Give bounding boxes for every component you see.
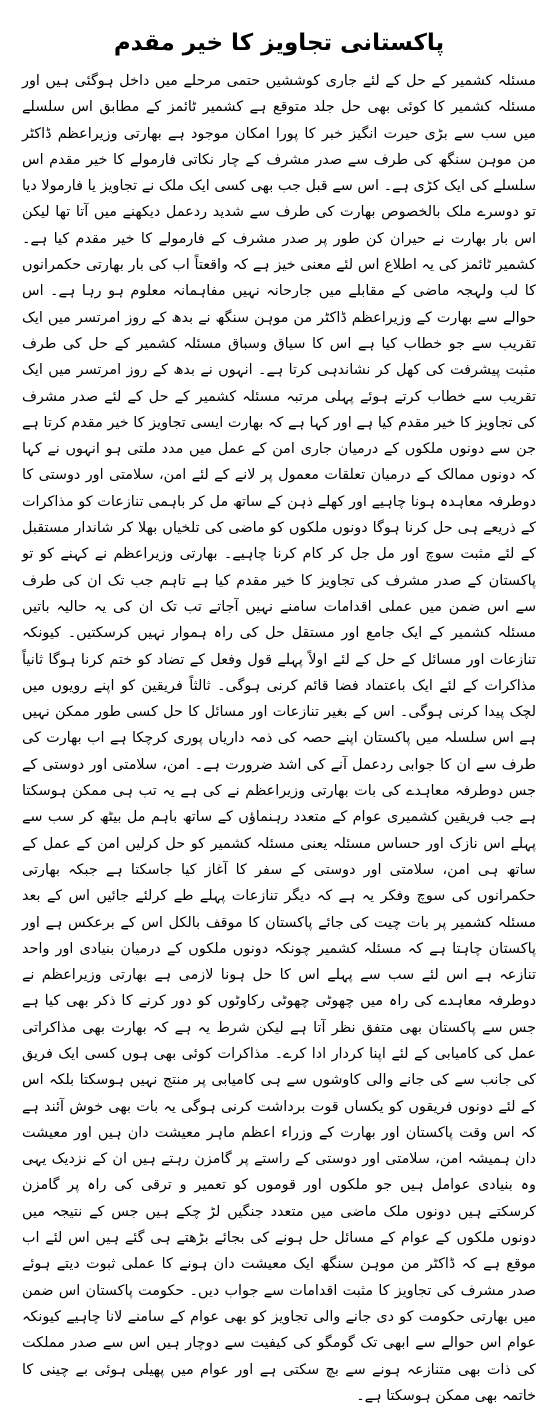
editorial-body: مسئلہ کشمیر کے حل کے لئے جاری کوششیں حتمی مرحلے میں داخل ہوگئی ہیں اور مسئلہ کشمیر کا کوئی بھی حل جلد متوقع ہے کشمیر ٹائمز کے مطابق اس سلسلے میں سب سے بڑی حیرت انگیز خبر کا پورا امکان موجود ہے بھارتی وزیراعظم ڈاکٹر من موہن سنگھ کی طرف سے صدر مشرف کے چار نکاتی فارمولے کا خیر مقدم اس سلسلے کی ایک کڑی ہے۔ اس سے قبل جب بھی کسی ایک ملک نے تجاویز یا فارمولا دیا تو دوسرے ملک بالخصوص بھارت کی طرف سے شدید ردعمل دیکھنے میں آتا تھا لیکن اس بار بھارت نے حیران کن طور پر صدر مشرف کے فارمولے کا خیر مقدم کیا ہے۔ کشمیر ٹائمز کی یہ اطلاع اس لئے معنی خیز ہے کہ واقعتاً اب کی بار بھارتی حکمرانوں کا لب ولہجہ ماضی کے مقابلے میں جارحانہ نہیں مفاہمانہ معلوم ہو رہا ہے۔ اس حوالے سے بھارت کے وزیراعظم ڈاکٹر من موہن سنگھ نے بدھ کے روز امرتسر میں ایک تقریب سے جو خطاب کیا ہے اس کا سیاق وسباق مسئلہ کشمیر کے حل کی طرف مثبت پیشرفت کی کھل کر نشاندہی کرتا ہے۔ انہوں نے بدھ کے روز امرتسر میں ایک تقریب سے خطاب کرتے ہوئے پہلی مرتبہ مسئلہ کشمیر کے حل کے لئے صدر مشرف کی تجاویز کا خیر مقدم کیا ہے اور کہا ہے کہ بھارت ایسی تجاویز کا خیر مقدم کرتا ہے جن سے دونوں ملکوں کے درمیان جاری امن کے عمل میں مدد ملتی ہو انہوں نے کہا کہ دونوں ممالک کے درمیان تعلقات معمول پر لانے کے لئے امن، سلامتی اور دوستی کا دوطرفہ معاہدہ ہونا چاہیے اور کھلے ذہن کے ساتھ مل کر باہمی تنازعات کو مذاکرات کے ذریعے ہی حل کرنا ہوگا دونوں ملکوں کو ماضی کی تلخیاں بھلا کر شاندار مستقبل کے لئے مثبت سوچ اور مل جل کر کام کرنا چاہیے۔ بھارتی وزیراعظم نے کہنے کو تو پاکستان کے صدر مشرف کی تجاویز کا خیر مقدم کیا ہے تاہم جب تک ان کی طرف سے اس ضمن میں عملی اقدامات سامنے نہیں آجاتے تب تک ان کی یہ حالیہ باتیں مسئلہ کشمیر کے ایک جامع اور مستقل حل کی راہ ہموار نہیں کرسکتیں۔ کیونکہ تنازعات اور مسائل کے حل کے لئے اولاً پہلے قول وفعل کے تضاد کو ختم کرنا ہوگا ثانیاً مذاکرات کے لئے ایک باعتماد فضا قائم کرنی ہوگی۔ ثالثاً فریقین کو اپنے رویوں میں لچک پیدا کرنی ہوگی۔ اس کے بغیر تنازعات اور مسائل کا حل کسی طور ممکن نہیں ہے اس سلسلہ میں پاکستان اپنے حصہ کی ذمہ داریاں پوری کرچکا ہے اب بھارت کی طرف سے ان کا جوابی ردعمل آنے کی اشد ضرورت ہے۔ امن، سلامتی اور دوستی کے جس دوطرفہ معاہدے کی بات بھارتی وزیراعظم نے کی ہے یہ تب ہی ممکن ہوسکتا ہے جب فریقین کشمیری عوام کے متعدد رہنماؤں کے ساتھ باہم مل بیٹھ کر سب سے پہلے اس نازک اور حساس مسئلہ یعنی مسئلہ کشمیر کو حل کرلیں امن کے عمل کے ساتھ ہی امن، سلامتی اور دوستی کے سفر کا آغاز کیا جاسکتا ہے جبکہ بھارتی حکمرانوں کی سوچ وفکر یہ ہے کہ دیگر تنازعات پہلے طے کرلئے جائیں اس کے بعد مسئلہ کشمیر پر بات چیت کی جائے پاکستان کا موقف بالکل اس کے برعکس ہے اور پاکستان چاہتا ہے کہ مسئلہ کشمیر چونکہ دونوں ملکوں کے درمیان بنیادی اور واحد تنازعہ ہے اس لئے سب سے پہلے اس کا حل ہونا لازمی ہے بھارتی وزیراعظم نے دوطرفہ معاہدے کی راہ میں چھوٹی چھوٹی رکاوٹوں کو دور کرنے کا ذکر بھی کیا ہے جس سے پاکستان بھی متفق نظر آتا ہے لیکن شرط یہ ہے کہ بھارت بھی مذاکراتی عمل کی کامیابی کے لئے اپنا کردار ادا کرے۔ مذاکرات کوئی بھی ہوں کسی ایک فریق کی جانب سے کی جانے والی کاوشوں سے ہی کامیابی پر منتج نہیں ہوسکتا بلکہ اس کے لئے دونوں فریقوں کو یکساں قوت برداشت کرنی ہوگی یہ بات بھی خوش آئند ہے کہ اس وقت پاکستان اور بھارت کے وزراء اعظم ماہر معیشت دان ہیں اور معیشت دان ہمیشہ امن، سلامتی اور دوستی کے راستے پر گامزن رہتے ہیں ان کے نزدیک یہی وہ بنیادی عوامل ہیں جو ملکوں اور قوموں کو تعمیر و ترقی کی راہ پر گامزن کرسکتے ہیں دونوں ملک ماضی میں متعدد جنگیں لڑ چکے ہیں جس کے نتیجہ میں دونوں ملکوں کے عوام کے مسائل حل ہونے کی بجائے بڑھتے ہی گئے ہیں اس لئے اب موقع ہے کہ ڈاکٹر من موہن سنگھ ایک معیشت دان ہونے کا عملی ثبوت دیتے ہوئے صدر مشرف کی تجاویز کا مثبت اقدامات سے جواب دیں۔ حکومت پاکستان اس ضمن میں بھارتی حکومت کو دی جانے والی تجاویز کو بھی عوام کے سامنے لانا چاہیے کیونکہ عوام اس حوالے سے ابھی تک گومگو کی کیفیت سے دوچار ہیں اس سے صدر مملکت کی ذات بھی متنازعہ ہونے سے بچ سکتی ہے اور عوام میں پھیلی ہوئی بے چینی کا خاتمہ بھی ممکن ہوسکتا ہے۔ [22, 73, 536, 1404]
editorial-title: پاکستانی تجاویز کا خیر مقدم [113, 30, 445, 56]
